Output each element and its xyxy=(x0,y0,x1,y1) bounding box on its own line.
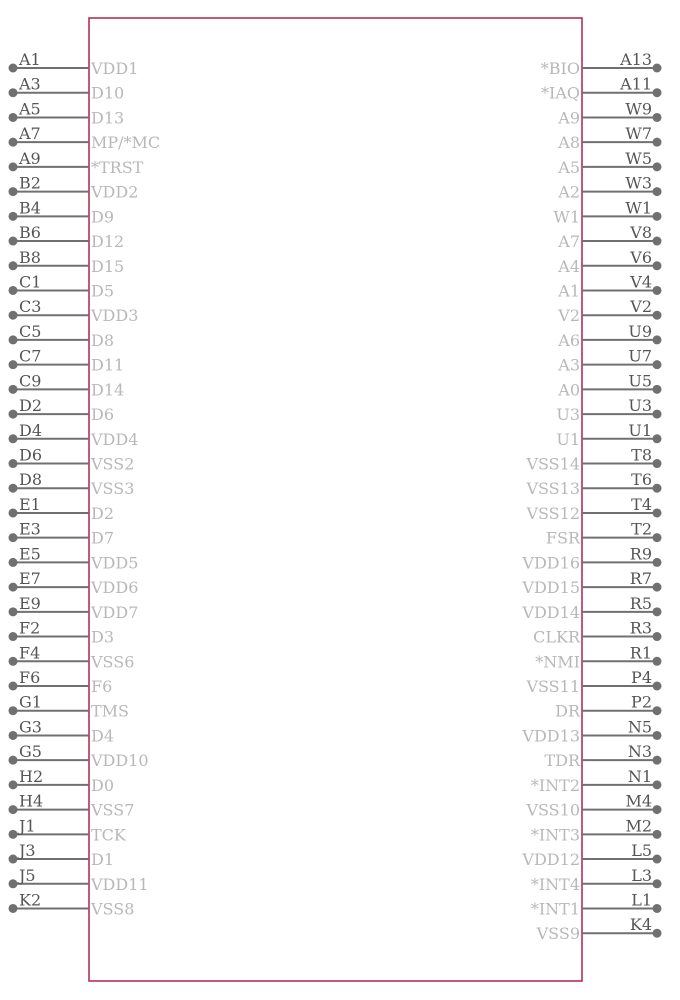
pin-endpoint-dot xyxy=(9,410,18,419)
pin-name: VDD11 xyxy=(91,874,149,894)
pin-number: A7 xyxy=(19,124,41,144)
pin-number: R9 xyxy=(629,544,652,564)
pin-number: W5 xyxy=(625,148,652,168)
pin-name: A7 xyxy=(558,232,580,252)
pin-number: M2 xyxy=(625,816,652,836)
pin-endpoint-dot xyxy=(9,657,18,666)
pin-name: *NMI xyxy=(535,652,580,672)
pin-name: VSS2 xyxy=(91,454,135,474)
pin-K4 xyxy=(536,915,662,943)
pin-endpoint-dot xyxy=(653,434,662,443)
pin-endpoint-dot xyxy=(9,360,18,369)
pin-number: W9 xyxy=(625,99,652,119)
left-pin-group xyxy=(9,50,161,918)
pin-number: H4 xyxy=(19,791,44,811)
pin-number: C7 xyxy=(19,346,42,366)
pin-endpoint-dot xyxy=(9,237,18,246)
pin-name: D8 xyxy=(91,330,115,350)
pin-name: D9 xyxy=(91,207,115,227)
pin-number: D4 xyxy=(19,420,43,440)
pin-number: T8 xyxy=(631,445,652,465)
pin-endpoint-dot xyxy=(653,508,662,517)
pin-name: VDD13 xyxy=(522,726,580,746)
pin-endpoint-dot xyxy=(9,632,18,641)
pin-name: D6 xyxy=(91,405,115,425)
pin-name: VDD12 xyxy=(522,850,580,870)
pin-endpoint-dot xyxy=(653,830,662,839)
pin-endpoint-dot xyxy=(9,904,18,913)
pin-name: D5 xyxy=(91,281,115,301)
pin-number: C1 xyxy=(19,272,42,292)
pin-name: W1 xyxy=(553,207,580,227)
pin-endpoint-dot xyxy=(9,830,18,839)
pin-name: D12 xyxy=(91,232,125,252)
pin-name: VSS9 xyxy=(536,924,580,944)
pin-number: N5 xyxy=(627,717,652,737)
pin-endpoint-dot xyxy=(653,929,662,938)
pin-number: L1 xyxy=(631,890,652,910)
pin-number: K4 xyxy=(629,915,652,935)
pin-name: D14 xyxy=(91,380,125,400)
pin-name: VSS8 xyxy=(91,899,135,919)
pin-endpoint-dot xyxy=(9,335,18,344)
pin-name: VDD10 xyxy=(91,751,149,771)
pin-name: F6 xyxy=(91,677,113,696)
pin-endpoint-dot xyxy=(9,855,18,864)
pin-name: A0 xyxy=(558,380,580,400)
pin-number: D8 xyxy=(19,470,43,490)
pin-name: VDD4 xyxy=(91,429,139,449)
pin-number: H2 xyxy=(19,766,44,786)
pin-name: *INT1 xyxy=(530,899,580,919)
pin-name: VSS12 xyxy=(526,503,580,523)
pin-number: F4 xyxy=(19,643,41,663)
pin-name: VSS13 xyxy=(526,479,580,499)
pin-number: J1 xyxy=(19,816,36,836)
pin-endpoint-dot xyxy=(653,212,662,221)
pin-endpoint-dot xyxy=(653,780,662,789)
pin-endpoint-dot xyxy=(9,780,18,789)
pin-endpoint-dot xyxy=(9,88,18,97)
pin-endpoint-dot xyxy=(653,335,662,344)
pin-endpoint-dot xyxy=(9,682,18,691)
pin-name: D11 xyxy=(91,355,125,375)
pin-name: D1 xyxy=(91,850,115,870)
pin-number: R5 xyxy=(629,593,652,613)
pin-endpoint-dot xyxy=(9,731,18,740)
pin-endpoint-dot xyxy=(653,237,662,246)
pin-name: *TRST xyxy=(91,157,144,177)
pin-number: U7 xyxy=(628,346,652,366)
pin-endpoint-dot xyxy=(653,558,662,567)
pin-name: *INT3 xyxy=(530,825,580,845)
pin-number: A3 xyxy=(19,74,41,94)
pin-number: E5 xyxy=(19,544,41,564)
pin-endpoint-dot xyxy=(9,583,18,592)
pin-name: *INT2 xyxy=(530,775,580,795)
pin-number: F2 xyxy=(19,618,41,638)
pin-endpoint-dot xyxy=(653,731,662,740)
pin-number: W3 xyxy=(625,173,652,193)
ic-body-outline xyxy=(89,18,582,981)
pin-endpoint-dot xyxy=(9,706,18,715)
pin-name: A1 xyxy=(558,281,580,301)
pin-name: D15 xyxy=(91,256,125,276)
pin-endpoint-dot xyxy=(9,879,18,888)
pin-number: K2 xyxy=(19,890,42,910)
pin-endpoint-dot xyxy=(653,138,662,147)
pin-name: VDD5 xyxy=(91,553,139,573)
pin-name: *BIO xyxy=(540,59,580,78)
pin-number: E3 xyxy=(19,519,41,539)
pin-name: A8 xyxy=(558,133,580,153)
pin-name: U3 xyxy=(556,405,580,425)
pin-endpoint-dot xyxy=(653,855,662,864)
pin-endpoint-dot xyxy=(653,904,662,913)
pin-name: D0 xyxy=(91,775,115,795)
pin-number: C5 xyxy=(19,321,42,341)
pin-endpoint-dot xyxy=(9,138,18,147)
pin-number: B2 xyxy=(19,173,41,193)
pin-number: F6 xyxy=(19,668,41,687)
pin-endpoint-dot xyxy=(653,632,662,641)
pin-endpoint-dot xyxy=(9,64,18,73)
pin-name: VSS11 xyxy=(526,677,580,696)
pin-endpoint-dot xyxy=(9,162,18,171)
pin-number: T4 xyxy=(631,494,652,514)
pin-name: *IAQ xyxy=(541,83,580,103)
pin-number: A11 xyxy=(620,74,652,94)
pin-name: *INT4 xyxy=(530,874,580,894)
pin-number: A13 xyxy=(620,50,652,69)
pin-number: E1 xyxy=(19,494,41,514)
pin-number: U1 xyxy=(628,420,652,440)
pin-number: V4 xyxy=(630,272,652,292)
pin-endpoint-dot xyxy=(653,187,662,196)
pin-name: VDD6 xyxy=(91,578,139,598)
pin-number: B6 xyxy=(19,223,41,243)
pin-number: U3 xyxy=(628,396,652,416)
pin-endpoint-dot xyxy=(9,261,18,270)
pin-endpoint-dot xyxy=(653,360,662,369)
pin-endpoint-dot xyxy=(653,805,662,814)
pin-endpoint-dot xyxy=(9,805,18,814)
pin-name: VDD15 xyxy=(522,578,580,598)
pin-endpoint-dot xyxy=(9,459,18,468)
pin-endpoint-dot xyxy=(9,533,18,542)
pin-name: D3 xyxy=(91,627,115,647)
pin-endpoint-dot xyxy=(9,385,18,394)
pin-endpoint-dot xyxy=(9,187,18,196)
pin-name: U1 xyxy=(556,429,580,449)
pin-endpoint-dot xyxy=(653,410,662,419)
pin-name: VSS3 xyxy=(91,479,135,499)
pin-endpoint-dot xyxy=(653,756,662,765)
pin-number: G1 xyxy=(19,692,42,712)
pin-endpoint-dot xyxy=(653,311,662,320)
pin-endpoint-dot xyxy=(9,113,18,122)
pin-name: D7 xyxy=(91,528,115,548)
pin-name: VDD14 xyxy=(522,602,580,622)
pin-number: R7 xyxy=(629,569,652,589)
pin-number: T6 xyxy=(631,470,652,490)
pin-endpoint-dot xyxy=(653,64,662,73)
pin-name: VDD7 xyxy=(91,602,139,622)
pin-endpoint-dot xyxy=(653,286,662,295)
pin-endpoint-dot xyxy=(653,706,662,715)
pin-number: L3 xyxy=(631,865,652,885)
pin-number: E7 xyxy=(19,569,41,589)
pin-endpoint-dot xyxy=(653,583,662,592)
pin-number: T2 xyxy=(631,519,652,539)
pin-name: D10 xyxy=(91,83,125,103)
pin-name: VSS10 xyxy=(526,800,580,820)
pin-endpoint-dot xyxy=(653,162,662,171)
pin-endpoint-dot xyxy=(653,261,662,270)
pin-number: U5 xyxy=(628,371,652,391)
pin-endpoint-dot xyxy=(653,459,662,468)
pin-name: TCK xyxy=(91,825,126,845)
pin-endpoint-dot xyxy=(9,212,18,221)
pin-name: A6 xyxy=(558,330,580,350)
pin-number: B4 xyxy=(19,198,41,218)
pin-name: VDD1 xyxy=(91,59,139,78)
pin-name: VDD16 xyxy=(522,553,580,573)
pin-endpoint-dot xyxy=(653,657,662,666)
pin-name: D2 xyxy=(91,503,115,523)
pin-endpoint-dot xyxy=(653,607,662,616)
pin-name: VSS14 xyxy=(526,454,580,474)
pin-endpoint-dot xyxy=(9,286,18,295)
pin-number: G3 xyxy=(19,717,42,737)
pin-endpoint-dot xyxy=(9,558,18,567)
pin-name: A3 xyxy=(558,355,580,375)
pin-number: V2 xyxy=(630,297,652,317)
pin-endpoint-dot xyxy=(9,607,18,616)
pin-endpoint-dot xyxy=(653,385,662,394)
pin-number: W7 xyxy=(625,124,652,144)
pin-number: C3 xyxy=(19,297,42,317)
pin-number: J3 xyxy=(19,841,36,861)
pin-number: W1 xyxy=(625,198,652,218)
pin-endpoint-dot xyxy=(653,682,662,691)
pin-number: D2 xyxy=(19,396,43,416)
pin-name: D4 xyxy=(91,726,115,746)
pin-endpoint-dot xyxy=(653,88,662,97)
pin-endpoint-dot xyxy=(653,879,662,888)
pin-number: R1 xyxy=(629,643,652,663)
pin-endpoint-dot xyxy=(9,756,18,765)
pin-number: L5 xyxy=(631,841,652,861)
pin-number: A5 xyxy=(19,99,41,119)
pin-number: P2 xyxy=(631,692,652,712)
right-pin-group xyxy=(521,50,661,943)
pin-name: DR xyxy=(555,701,580,721)
pin-number: V8 xyxy=(630,223,652,243)
pin-name: A4 xyxy=(558,256,580,276)
pin-number: N3 xyxy=(627,742,652,762)
pin-name: A2 xyxy=(558,182,580,202)
pin-name: TMS xyxy=(91,701,130,721)
pin-number: U9 xyxy=(628,321,652,341)
pin-name: D13 xyxy=(91,108,125,128)
pin-number: B8 xyxy=(19,247,41,267)
pin-endpoint-dot xyxy=(653,484,662,493)
pin-endpoint-dot xyxy=(9,484,18,493)
pin-number: A1 xyxy=(19,50,41,69)
pin-number: D6 xyxy=(19,445,43,465)
pin-number: E9 xyxy=(19,593,41,613)
pin-number: J5 xyxy=(19,865,36,885)
pin-K2 xyxy=(9,890,135,918)
pin-number: V6 xyxy=(630,247,652,267)
pin-number: A9 xyxy=(19,148,41,168)
pin-name: A5 xyxy=(558,157,580,177)
pin-name: VDD2 xyxy=(91,182,139,202)
pin-name: TDR xyxy=(544,751,580,771)
pin-number: M4 xyxy=(625,791,652,811)
pin-number: G5 xyxy=(19,742,42,762)
pin-number: R3 xyxy=(629,618,652,638)
pin-name: MP/*MC xyxy=(91,133,161,153)
pin-endpoint-dot xyxy=(653,533,662,542)
pin-name: VSS7 xyxy=(91,800,135,820)
pin-name: VDD3 xyxy=(91,306,139,326)
pin-number: P4 xyxy=(631,668,652,687)
pin-number: N1 xyxy=(627,766,652,786)
pin-endpoint-dot xyxy=(9,434,18,443)
pin-number: C9 xyxy=(19,371,42,391)
pin-name: VSS6 xyxy=(91,652,135,672)
pin-name: A9 xyxy=(558,108,580,128)
pin-endpoint-dot xyxy=(653,113,662,122)
pin-name: CLKR xyxy=(533,627,580,647)
pin-name: V2 xyxy=(558,306,580,326)
pin-endpoint-dot xyxy=(9,508,18,517)
pin-name: FSR xyxy=(545,528,580,548)
pin-endpoint-dot xyxy=(9,311,18,320)
